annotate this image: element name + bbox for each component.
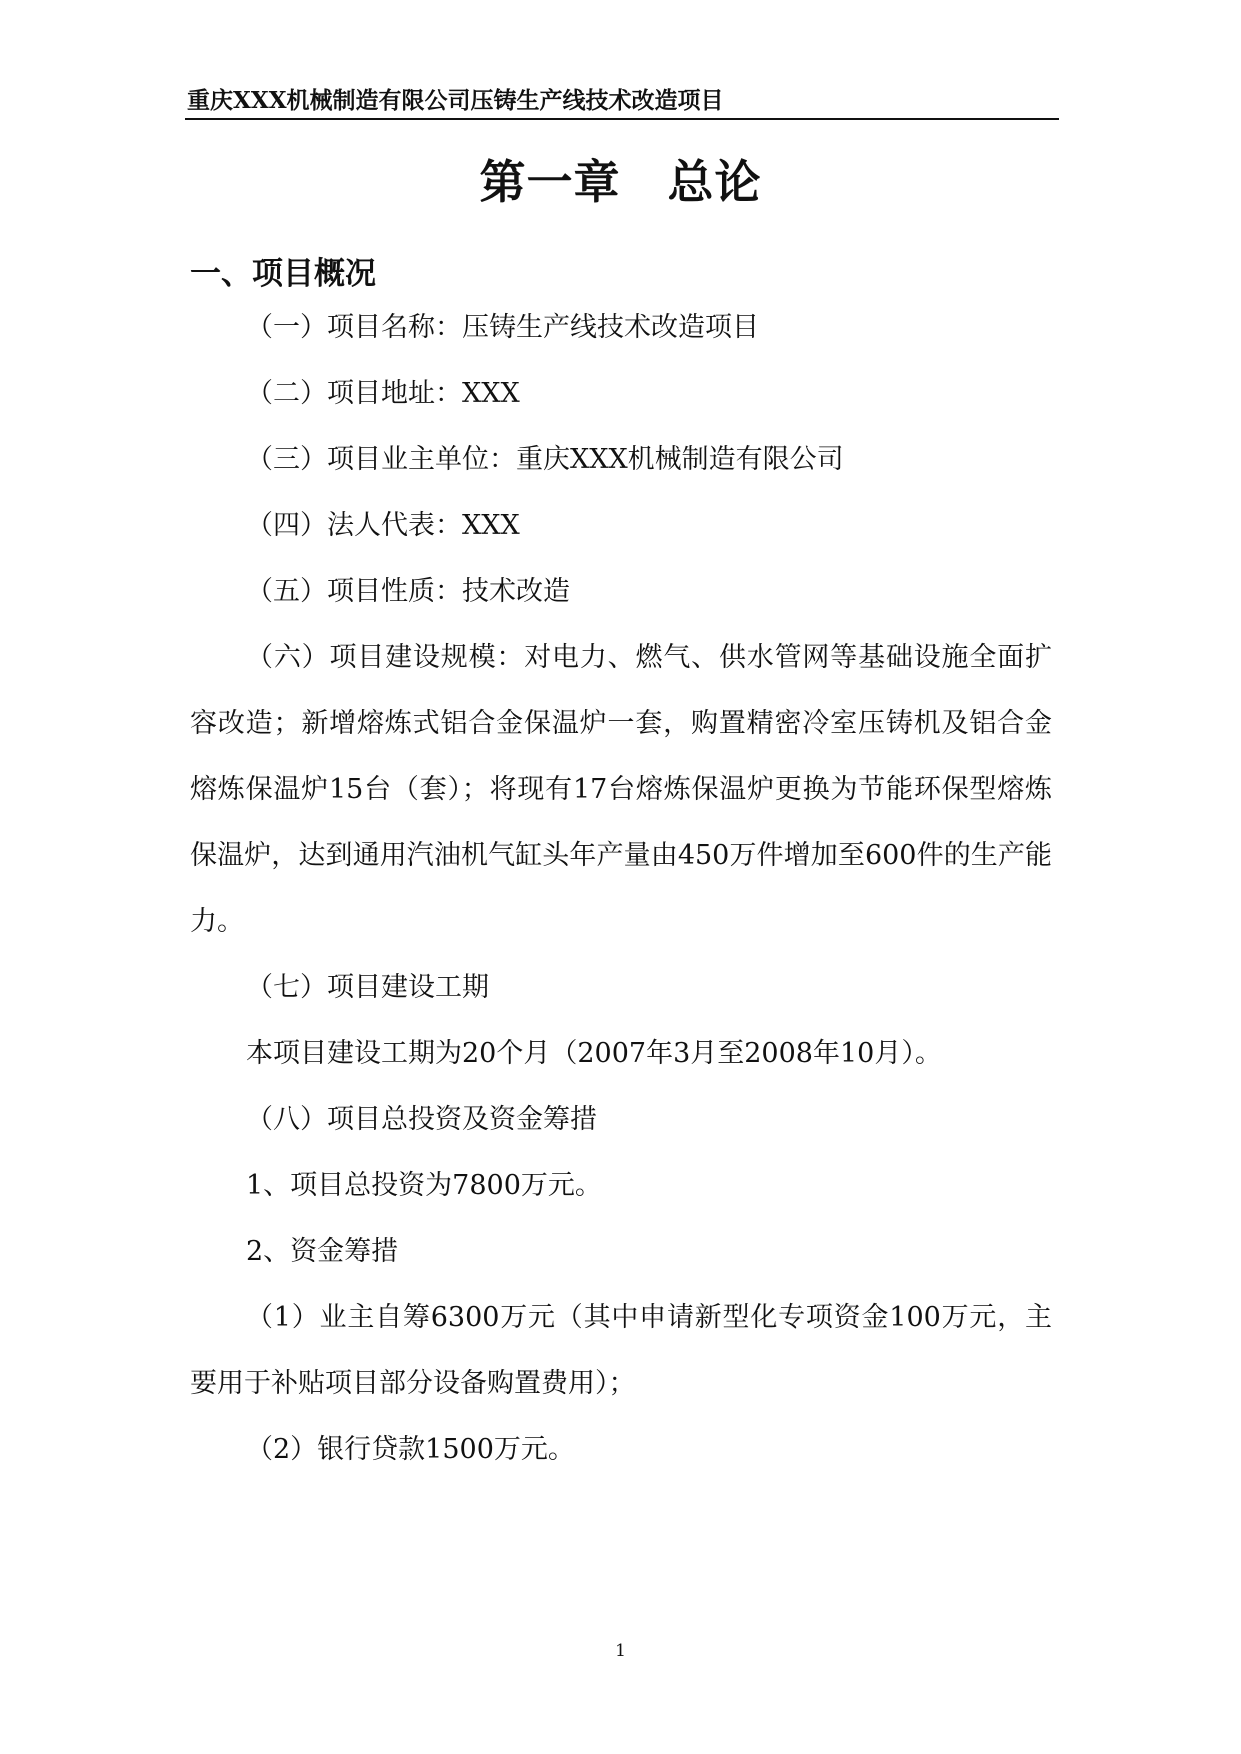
project-nature-item: （五）项目性质：技术改造 <box>246 576 570 607</box>
construction-period-heading: （七）项目建设工期 <box>246 972 489 1003</box>
bank-loan-item: （2）银行贷款1500万元。 <box>246 1434 575 1465</box>
page-number: 1 <box>615 1641 626 1661</box>
project-owner-item: （三）项目业主单位：重庆XXX机械制造有限公司 <box>246 444 844 475</box>
section-heading: 一、项目概况 <box>190 256 376 292</box>
construction-period-text: 本项目建设工期为20个月（2007年3月至2008年10月）。 <box>246 1038 942 1069</box>
total-investment-item: 1、项目总投资为7800万元。 <box>246 1170 602 1201</box>
header-rule <box>185 118 1059 120</box>
project-address-item: （二）项目地址：XXX <box>246 378 520 409</box>
self-funding-paragraph: （1）业主自筹6300万元（其中申请新型化专项资金100万元，主要用于补贴项目部分设备购置费用）； <box>190 1302 1052 1399</box>
financing-heading: 2、资金筹措 <box>246 1236 399 1267</box>
project-scale-paragraph: （六）项目建设规模：对电力、燃气、供水管网等基础设施全面扩容改造；新增熔炼式铝合金保温炉一套，购置精密冷室压铸机及铝合金熔炼保温炉15台（套）；将现有17台熔炼保温炉更换为节能环保型熔炼保温炉，达到通用汽油机气缸头年产量由450万件增加至600件的生产能力。 <box>190 642 1052 937</box>
legal-representative-item: （四）法人代表：XXX <box>246 510 520 541</box>
chapter-title: 第一章 总论 <box>479 155 762 209</box>
investment-heading: （八）项目总投资及资金筹措 <box>246 1104 597 1135</box>
project-name-item: （一）项目名称：压铸生产线技术改造项目 <box>246 312 759 343</box>
running-header: 重庆XXX机械制造有限公司压铸生产线技术改造项目 <box>187 87 724 114</box>
body-paragraphs-top <box>190 295 1052 1483</box>
